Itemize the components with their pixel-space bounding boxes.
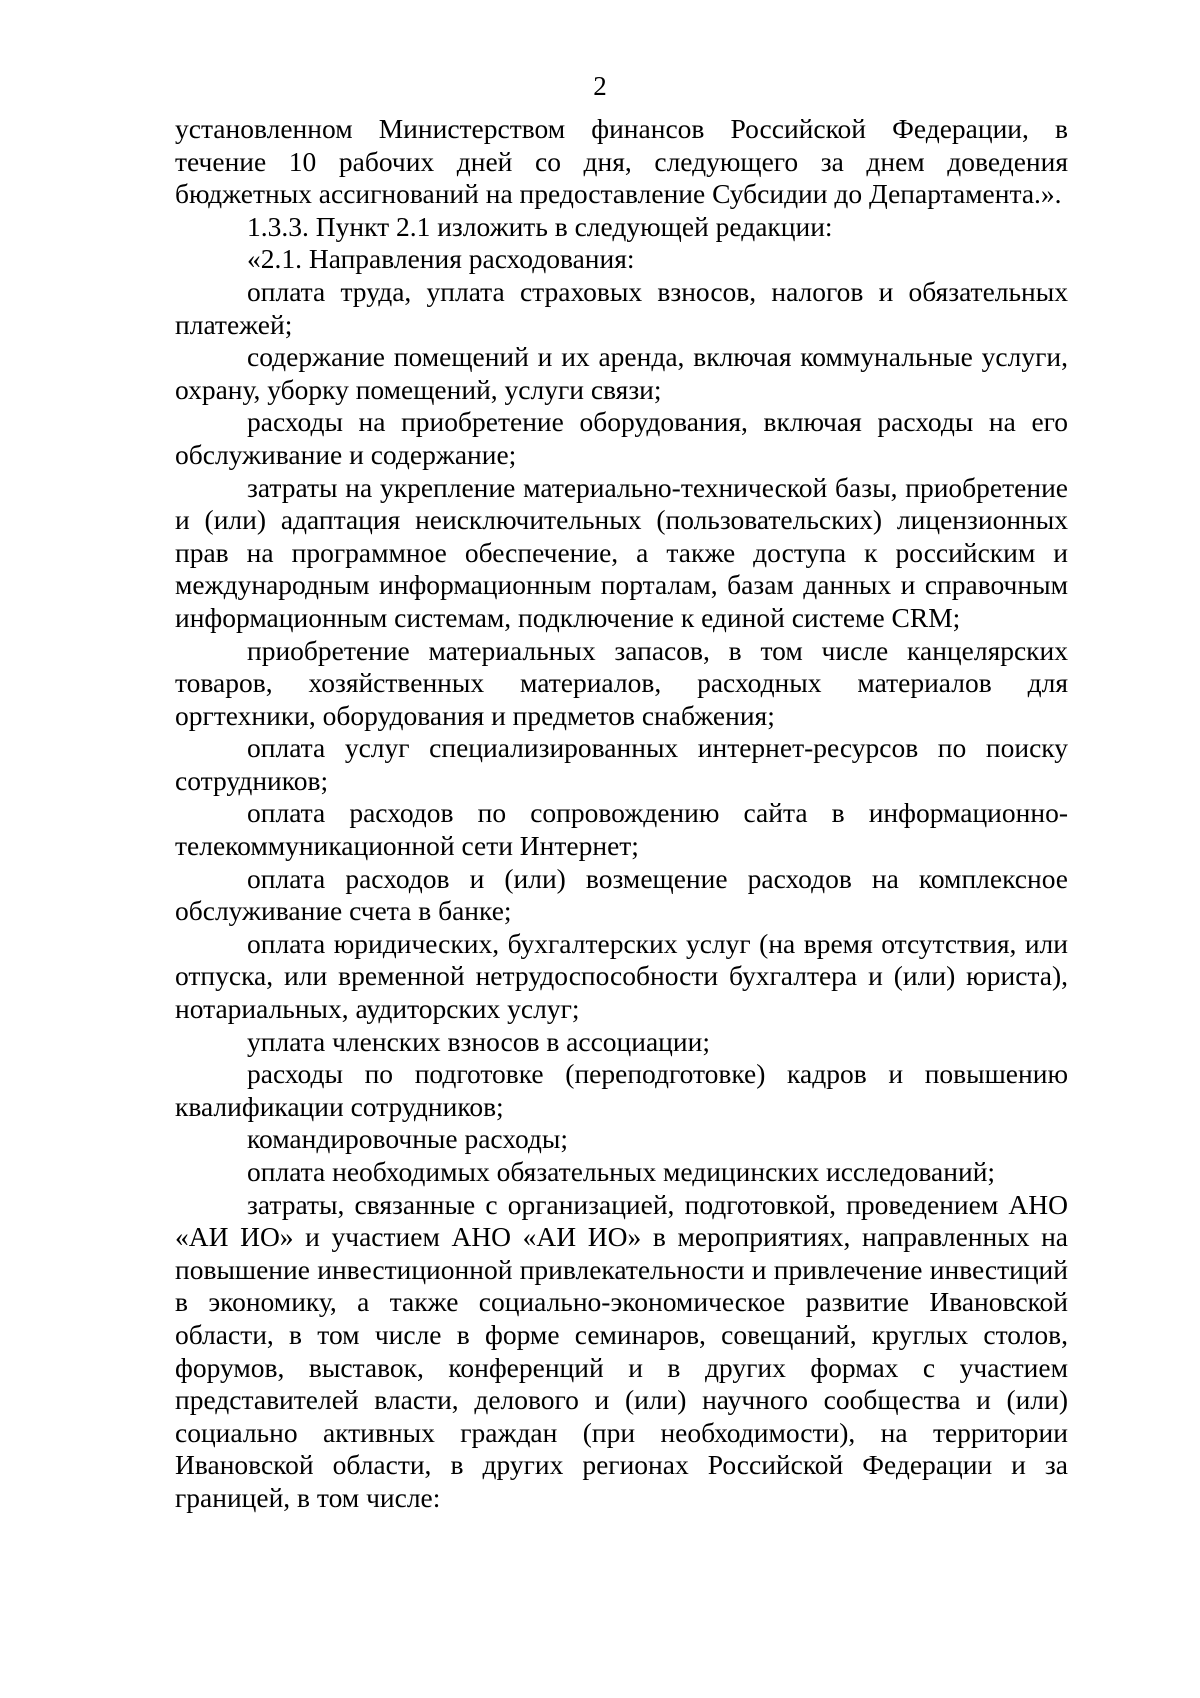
list-item-website-support: оплата расходов по сопровождению сайта в информационно-телекоммуникационной сети Интернет; — [175, 797, 1068, 862]
list-item-travel: командировочные расходы; — [247, 1123, 569, 1155]
list-item-membership-fees: уплата членских взносов в ассоциации; — [247, 1025, 710, 1057]
paragraph-clause-2-1-heading: «2.1. Направления расходования: — [247, 243, 635, 275]
list-item-premises: содержание помещений и их аренда, включая коммунальные услуги, охрану, уборку помещений, услуги связи; — [175, 341, 1068, 405]
list-item-recruiting-services: оплата услуг специализированных интернет-ресурсов по поиску сотрудников; — [175, 732, 1068, 796]
list-item-medical: оплата необходимых обязательных медицинских исследований; — [247, 1156, 996, 1187]
page-number: 2 — [593, 71, 607, 101]
list-item-bank-service: оплата расходов и (или) возмещение расходов на комплексное обслуживание счета в банке; — [175, 862, 1068, 927]
list-item-labor-payment: оплата труда, уплата страховых взносов, налогов и обязательных платежей; — [175, 275, 1068, 340]
list-item-equipment: расходы на приобретение оборудования, включая расходы на его обслуживание и содержание; — [175, 406, 1068, 470]
list-item-training: расходы по подготовке (переподготовке) кадров и повышению квалификации сотрудников; — [175, 1058, 1068, 1122]
list-item-material-base: затраты на укрепление материально-технической базы, приобретение и (или) адаптация неисключительных (пользовательских) лицензионных прав на программное обеспечение, а также доступа к российским и международным информационным порталам, базам данных и справочным информационным системам, подключение к единой системе CRM; — [175, 471, 1068, 633]
list-item-legal-accounting: оплата юридических, бухгалтерских услуг (на время отсутствия, или отпуска, или временной нетрудоспособности бухгалтера и (или) юриста), нотариальных, аудиторских услуг; — [175, 927, 1068, 1025]
list-item-events: затраты, связанные с организацией, подготовкой, проведением АНО «АИ ИО» и участием АНО «АИ ИО» в мероприятиях, направленных на повышение инвестиционной привлекательности и привлечение инвестиций в экономику, а также социально-экономическое развитие Ивановской области, в том числе в форме семинаров, совещаний, круглых столов, форумов, выставок, конференций и в других формах с участием представителей власти, делового и (или) научного сообщества и (или) социально активных граждан (при необходимости), на территории Ивановской области, в других регионах Российской Федерации и за границей, в том числе: — [175, 1188, 1068, 1513]
paragraph-continuation: установленном Министерством финансов Российской Федерации, в течение 10 рабочих дней со дня, следующего за днем доведения бюджетных ассигнований на предоставление Субсидии до Департамента.». — [175, 113, 1068, 210]
document-body — [175, 113, 1068, 1515]
list-item-supplies: приобретение материальных запасов, в том числе канцелярских товаров, хозяйственных материалов, расходных материалов для оргтехники, оборудования и предметов снабжения; — [175, 634, 1068, 731]
paragraph-clause-1-3-3: 1.3.3. Пункт 2.1 изложить в следующей редакции: — [247, 210, 833, 242]
